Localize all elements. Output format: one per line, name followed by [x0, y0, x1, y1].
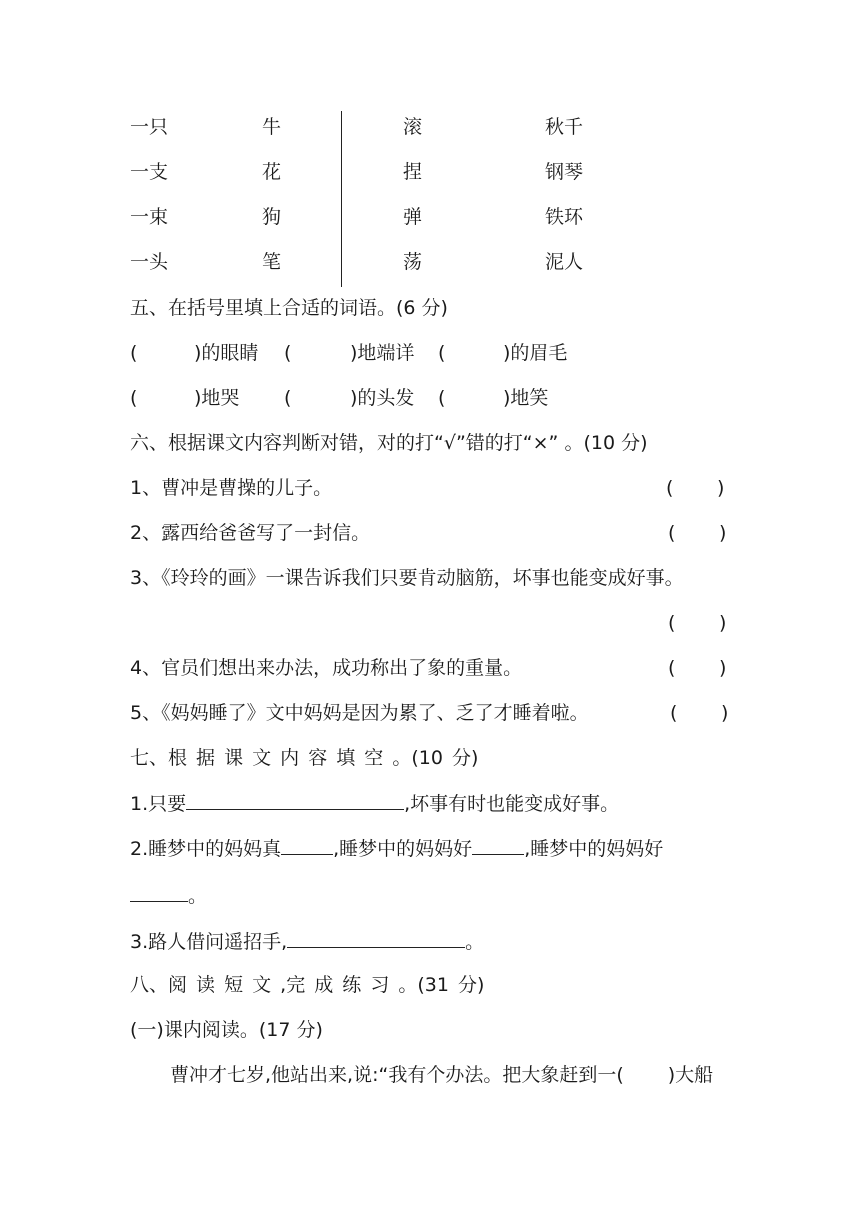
section6-title: 六、根据课文内容判断对错，对的打“√”错的打“×” 。(10 分)	[130, 432, 648, 454]
s5-r1-paren-open-3: (	[438, 342, 446, 364]
fill-blank-3[interactable]	[287, 929, 465, 948]
noun-2: 花	[262, 161, 282, 183]
judge-item-4: 4、官员们想出来办法，成功称出了象的重量。	[130, 657, 523, 679]
fill-blank-2b[interactable]	[472, 836, 524, 855]
judge-paren-open-2: (	[668, 522, 676, 544]
s5-r1-paren-open-1: (	[130, 342, 138, 364]
fill-blank-1[interactable]	[186, 791, 404, 810]
judge-item-3: 3、《玲玲的画》一课告诉我们只要肯动脑筋，坏事也能变成好事。	[130, 567, 684, 589]
fill-question-1	[130, 791, 619, 816]
measure-word-4: 一头	[130, 251, 169, 273]
fill-blank-2a[interactable]	[281, 836, 333, 855]
judge-paren-close-5: )	[721, 702, 729, 724]
passage-text-a: 曹冲才七岁,他站出来,说:“我有个办法。把大象赶到一(	[170, 1064, 624, 1086]
judge-item-2: 2、露西给爸爸写了一封信。	[130, 522, 371, 544]
verb-2: 捏	[403, 161, 423, 183]
judge-paren-close-1: )	[717, 477, 725, 499]
measure-word-1: 一只	[130, 116, 169, 138]
judge-paren-open-5: (	[670, 702, 678, 724]
verb-3: 弹	[403, 206, 423, 228]
fill-q1-suffix: ,坏事有时也能变成好事。	[404, 793, 620, 815]
s5-r1-text-1: )的眼睛	[194, 342, 259, 364]
judge-item-5: 5、《妈妈睡了》文中妈妈是因为累了、乏了才睡着啦。	[130, 702, 589, 724]
verb-1: 滚	[403, 116, 423, 138]
fill-question-2-cont	[130, 883, 207, 908]
s5-r2-paren-open-2: (	[284, 387, 292, 409]
judge-paren-close-4: )	[719, 657, 727, 679]
judge-paren-open-1: (	[666, 477, 674, 499]
noun-4: 笔	[262, 251, 282, 273]
judge-paren-open-3: (	[668, 612, 676, 634]
s5-r2-text-1: )地哭	[194, 387, 240, 409]
fill-q2-prefix: 2.睡梦中的妈妈真	[130, 838, 282, 860]
fill-question-2	[130, 836, 663, 861]
fill-q1-prefix: 1.只要	[130, 793, 187, 815]
s5-r1-text-2: )地端详	[350, 342, 415, 364]
s5-r2-text-3: )地笑	[503, 387, 549, 409]
fill-q2-mid: ,睡梦中的妈妈好	[333, 838, 473, 860]
verb-4: 荡	[403, 251, 423, 273]
fill-question-3	[130, 929, 484, 954]
s5-r1-text-3: )的眉毛	[503, 342, 568, 364]
reading-passage-line	[170, 1063, 713, 1087]
noun-1: 牛	[262, 116, 282, 138]
object-2: 钢琴	[545, 161, 584, 183]
s5-r2-paren-open-3: (	[438, 387, 446, 409]
section5-title: 五、在括号里填上合适的词语。(6 分)	[130, 297, 448, 319]
judge-item-1: 1、曹冲是曹操的儿子。	[130, 477, 333, 499]
section7-title: 七、根 据 课 文 内 容 填 空 。(10 分)	[130, 747, 479, 769]
judge-paren-close-2: )	[719, 522, 727, 544]
measure-word-2: 一支	[130, 161, 169, 183]
object-4: 泥人	[545, 251, 584, 273]
s5-r1-paren-open-2: (	[284, 342, 292, 364]
s5-r2-text-2: )的头发	[350, 387, 415, 409]
passage-text-b: )大船	[667, 1064, 714, 1086]
judge-paren-open-4: (	[668, 657, 676, 679]
fill-blank-2c[interactable]	[130, 883, 188, 902]
fill-q2-end: 。	[188, 885, 208, 907]
object-1: 秋千	[545, 116, 584, 138]
reading-subtitle: (一)课内阅读。(17 分)	[130, 1019, 323, 1041]
fill-q3-end: 。	[465, 931, 485, 953]
column-divider	[341, 111, 342, 287]
fill-q3-prefix: 3.路人借问遥招手,	[130, 931, 288, 953]
judge-paren-close-3: )	[719, 612, 727, 634]
measure-word-3: 一束	[130, 206, 169, 228]
noun-3: 狗	[262, 206, 282, 228]
section8-title: 八、阅 读 短 文 ,完 成 练 习 。(31 分)	[130, 974, 485, 996]
s5-r2-paren-open-1: (	[130, 387, 138, 409]
fill-q2-mid2: ,睡梦中的妈妈好	[524, 838, 664, 860]
object-3: 铁环	[545, 206, 584, 228]
